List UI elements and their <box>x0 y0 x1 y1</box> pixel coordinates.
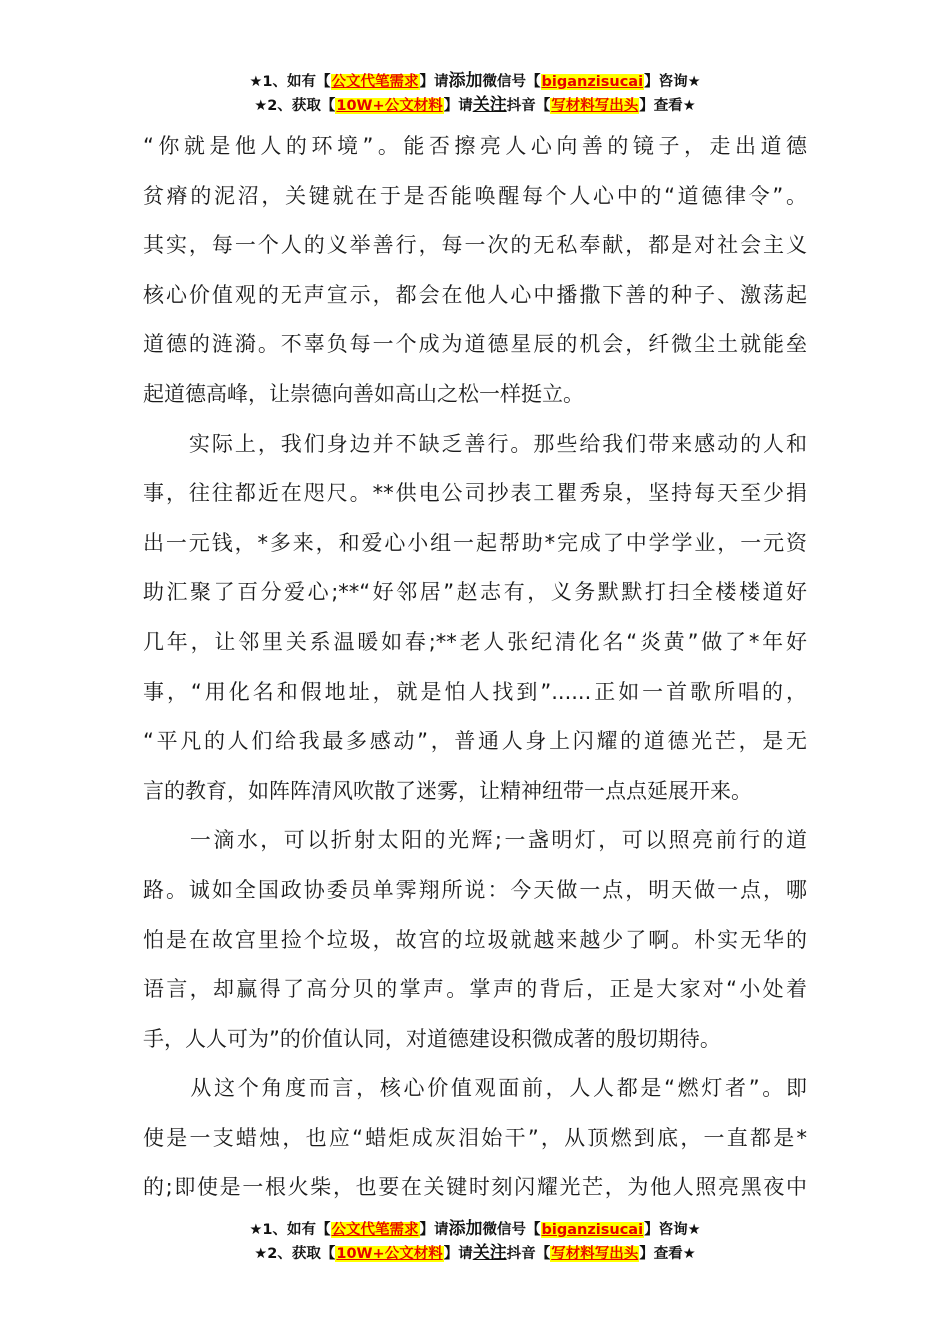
header-line-1-suffix: 】咨询★ <box>644 74 701 90</box>
body-line: 事，“用化名和假地址，就是怕人找到”......正如一首歌所唱的， <box>143 679 807 704</box>
body-line: “平凡的人们给我最多感动”，普通人身上闪耀的道德光芒，是无 <box>143 729 807 754</box>
footer-line-1 <box>0 1218 950 1242</box>
header-line-1-emphasis: 添加 <box>448 71 483 91</box>
footer-line-2-emphasis: 关注 <box>472 1243 507 1263</box>
body-line: 事，往往都近在咫尺。**供电公司抄表工瞿秀泉，坚持每天至少捐 <box>143 481 807 506</box>
body-line: 怕是在故宫里捡个垃圾，故宫的垃圾就越来越少了啊。朴实无华的 <box>143 927 807 952</box>
header-line-1-prefix: ★1、如有【 <box>249 74 331 90</box>
header-line-1-highlight-service: 公文代笔需求 <box>331 74 419 90</box>
header-line-2-suffix: 】查看★ <box>639 98 696 114</box>
footer-line-1-emphasis: 添加 <box>448 1219 483 1239</box>
header-line-1-mid2: 微信号【 <box>482 74 541 90</box>
header-line-2-mid2: 抖音【 <box>506 98 551 114</box>
article-body <box>143 122 807 1213</box>
header-line-2 <box>0 94 950 118</box>
footer-line-1-mid2: 微信号【 <box>482 1222 541 1238</box>
footer-line-2 <box>0 1242 950 1266</box>
header-line-2-mid: 】请 <box>443 98 473 114</box>
body-line: 从这个角度而言，核心价值观面前，人人都是“燃灯者”。即 <box>143 1076 807 1101</box>
header-line-2-highlight-douyin: 写材料写出头 <box>551 98 639 114</box>
body-line: 核心价值观的无声宣示，都会在他人心中播撒下善的种子、激荡起 <box>143 282 807 307</box>
body-line: 贫瘠的泥沼，关键就在于是否能唤醒每个人心中的“道德律令”。 <box>143 183 807 208</box>
body-line: 一滴水，可以折射太阳的光辉;一盏明灯，可以照亮前行的道 <box>143 828 807 853</box>
header-line-1-highlight-wechat: biganzisucai <box>541 74 644 90</box>
footer-line-2-suffix: 】查看★ <box>639 1246 696 1262</box>
body-line: 出一元钱，*多来，和爱心小组一起帮助*完成了中学学业，一元资 <box>143 530 807 555</box>
header-banner <box>0 70 950 118</box>
footer-line-1-highlight-wechat: biganzisucai <box>541 1222 644 1238</box>
footer-line-2-mid2: 抖音【 <box>506 1246 551 1262</box>
header-line-2-prefix: ★2、获取【 <box>254 98 336 114</box>
body-line: 路。诚如全国政协委员单霁翔所说：今天做一点，明天做一点，哪 <box>143 877 807 902</box>
body-line: 使是一支蜡烛，也应“蜡炬成灰泪始干”，从顶燃到底，一直都是* <box>143 1125 807 1150</box>
footer-banner <box>0 1218 950 1266</box>
footer-line-2-highlight-douyin: 写材料写出头 <box>551 1246 639 1262</box>
body-line: 实际上，我们身边并不缺乏善行。那些给我们带来感动的人和 <box>143 431 807 456</box>
footer-line-2-mid: 】请 <box>443 1246 473 1262</box>
body-line: 语言，却赢得了高分贝的掌声。掌声的背后，正是大家对“小处着 <box>143 977 807 1002</box>
footer-line-1-suffix: 】咨询★ <box>644 1222 701 1238</box>
body-line: 手，人人可为”的价值认同，对道德建设积微成著的殷切期待。 <box>143 1026 721 1051</box>
footer-line-1-mid: 】请 <box>419 1222 449 1238</box>
header-line-1 <box>0 70 950 94</box>
footer-line-2-prefix: ★2、获取【 <box>254 1246 336 1262</box>
footer-line-2-highlight-materials: 10W+公文材料 <box>336 1246 443 1262</box>
body-line: 助汇聚了百分爱心;**“好邻居”赵志有，义务默默打扫全楼楼道好 <box>143 580 807 605</box>
header-line-2-emphasis: 关注 <box>472 95 507 115</box>
body-line: 起道德高峰，让崇德向善如高山之松一样挺立。 <box>143 381 584 406</box>
body-line: 道德的涟漪。不辜负每一个成为道德星辰的机会，纤微尘土就能垒 <box>143 332 807 357</box>
footer-line-1-prefix: ★1、如有【 <box>249 1222 331 1238</box>
footer-line-1-highlight-service: 公文代笔需求 <box>331 1222 419 1238</box>
body-line: 其实，每一个人的义举善行，每一次的无私奉献，都是对社会主义 <box>143 233 807 258</box>
header-line-2-highlight-materials: 10W+公文材料 <box>336 98 443 114</box>
header-line-1-mid: 】请 <box>419 74 449 90</box>
body-line: “你就是他人的环境”。能否擦亮人心向善的镜子，走出道德 <box>143 134 807 158</box>
body-line: 的;即使是一根火柴，也要在关键时刻闪耀光芒，为他人照亮黑夜中 <box>143 1175 807 1200</box>
body-line: 言的教育，如阵阵清风吹散了迷雾，让精神纽带一点点延展开来。 <box>143 778 752 803</box>
body-line: 几年，让邻里关系温暖如春;**老人张纪清化名“炎黄”做了*年好 <box>143 629 807 654</box>
